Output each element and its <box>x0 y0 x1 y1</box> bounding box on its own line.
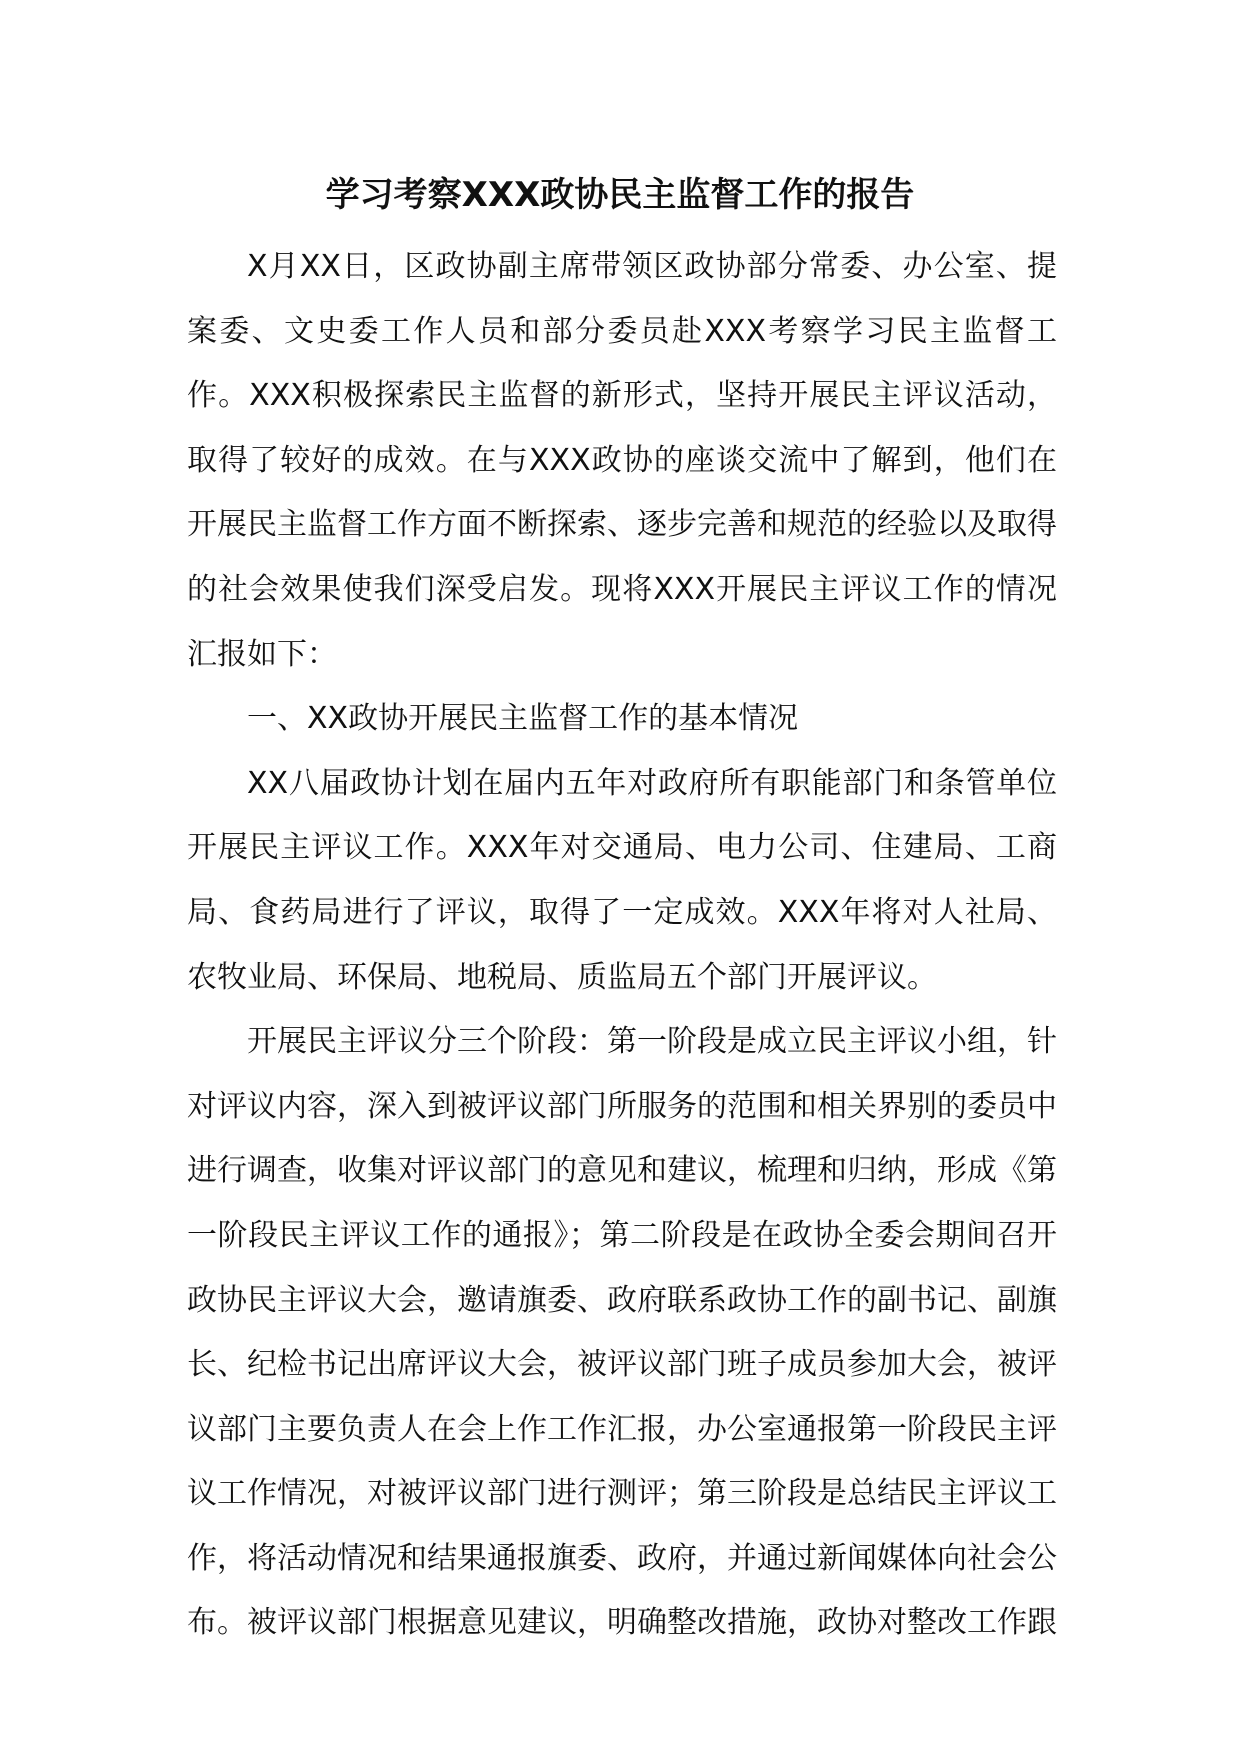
paragraph-stages: 开展民主评议分三个阶段：第一阶段是成立民主评议小组，针对评议内容，深入到被评议部门所服务的范围和相关界别的委员中进行调查，收集对评议部门的意见和建议，梳理和归纳，形成《第一阶段民主评议工作的通报》；第二阶段是在政协全委会期间召开政协民主评议大会，邀请旗委、政府联系政协工作的副书记、副旗长、纪检书记出席评议大会，被评议部门班子成员参加大会，被评议部门主要负责人在会上作工作汇报，办公室通报第一阶段民主评议工作情况，对被评议部门进行测评；第三阶段是总结民主评议工作，将活动情况和结果通报旗委、政府，并通过新闻媒体向社会公布。被评议部门根据意见建议，明确整改措施，政协对整改工作跟 <box>187 1024 1057 1641</box>
document-title: 学习考察XXX政协民主监督工作的报告 <box>325 175 915 215</box>
paragraph-intro: X月XX日，区政协副主席带领区政协部分常委、办公室、提案委、文史委工作人员和部分委员赴XXX考察学习民主监督工作。XXX积极探索民主监督的新形式，坚持开展民主评议活动，取得了较好的成效。在与XXX政协的座谈交流中了解到，他们在开展民主监督工作方面不断探索、逐步完善和规范的经验以及取得的社会效果使我们深受启发。现将XXX开展民主评议工作的情况汇报如下： <box>187 249 1057 672</box>
document-body <box>187 235 1057 1656</box>
section-heading-1: 一、XX政协开展民主监督工作的基本情况 <box>247 701 799 737</box>
paragraph-plan: XX八届政协计划在届内五年对政府所有职能部门和条管单位开展民主评议工作。XXX年对交通局、电力公司、住建局、工商局、食药局进行了评议，取得了一定成效。XXX年将对人社局、农牧业局、环保局、地税局、质监局五个部门开展评议。 <box>187 765 1057 995</box>
